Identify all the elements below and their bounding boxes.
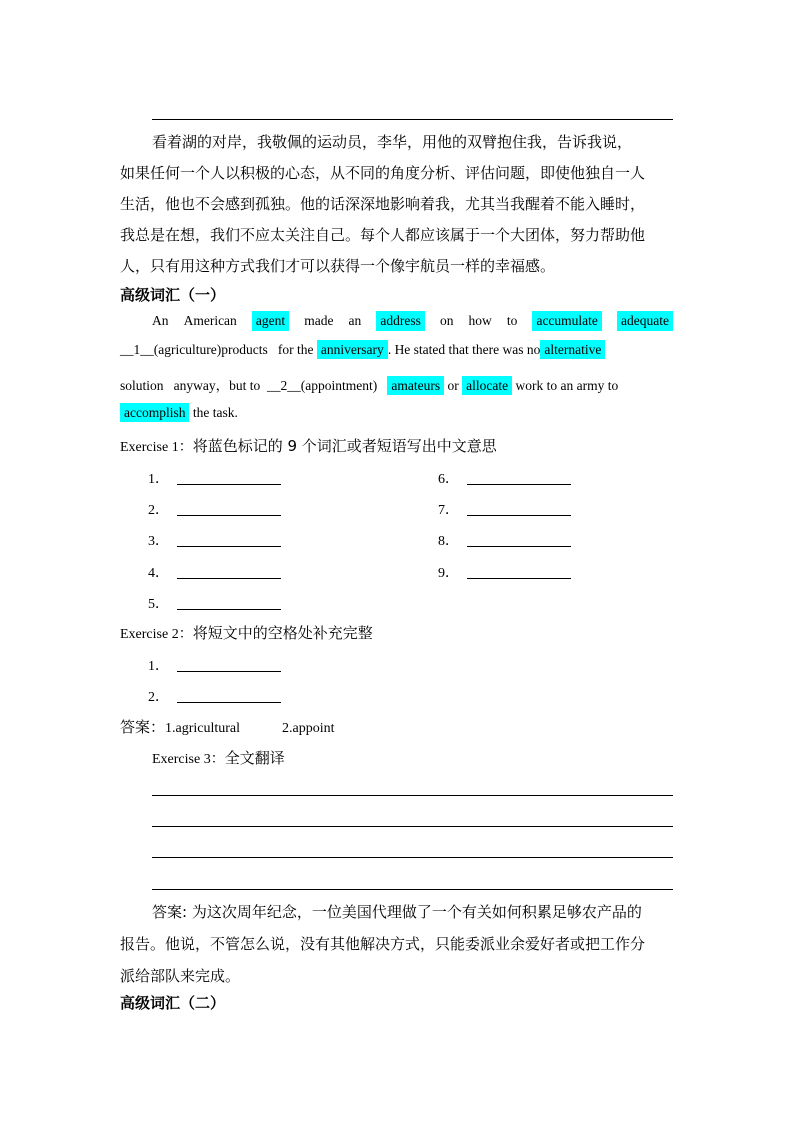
top-rule [152,119,673,120]
intro-line-3: 生活，他也不会感到孤独。他的话深深地影响着我，尤其当我醒着不能入睡时， [120,195,646,213]
highlight-anniversary: anniversary [317,340,388,359]
blank-2: __2__(appointment) [267,378,378,393]
passage-line-3 [120,374,618,394]
word: American [183,313,237,328]
answer-blank[interactable] [467,564,571,579]
intro-line-4: 我总是在想，我们不应太关注自己。每个人都应该属于一个大团体，努力帮助他 [120,226,646,244]
answer2 [120,716,335,737]
section1-title: 高级词汇（一） [120,286,226,304]
item-number: 1． [148,472,169,487]
passage-line-4 [120,405,238,421]
answer-blank[interactable] [467,501,571,516]
answer-blank[interactable] [177,595,281,610]
highlight-amateurs: amateurs [387,376,444,395]
item-number: 7． [438,503,459,518]
answer-2: 2.appoint [282,721,335,736]
intro-line-5: 人，只有用这种方式我们才可以获得一个像宇航员一样的幸福感。 [120,257,556,275]
exercise1-instruction: 将蓝色标记的 9 个词汇或者短语写出中文意思 [192,437,497,455]
answer-blank[interactable] [467,470,571,485]
answer-blank[interactable] [467,532,571,547]
intro-line-1: 看着湖的对岸，我敬佩的运动员，李华，用他的双臂抱住我，告诉我说， [152,133,633,151]
passage-text: work to an army to [515,378,619,393]
highlight-address: address [376,311,425,331]
word: anyway [173,378,216,393]
answer-blank[interactable] [177,501,281,516]
highlight-adequate: adequate [617,311,673,331]
exercise2-title [120,622,373,643]
translation-line[interactable] [152,857,673,858]
ex1-item-2 [148,499,281,519]
word: an [348,313,362,328]
item-number: 4． [148,566,169,581]
ex1-item-4 [148,562,281,582]
exercise2-label: Exercise 2： [120,627,193,642]
word: for [277,342,294,357]
item-number: 3． [148,534,169,549]
answer-blank[interactable] [177,532,281,547]
word: but to [229,378,261,393]
answer-blank[interactable] [177,688,281,703]
answer-label: 答案： [120,718,166,736]
exercise3-title [152,747,285,768]
ex2-item-2 [148,686,281,706]
comma: ， [215,378,230,393]
word: on [439,313,454,328]
word: An [152,313,169,328]
highlight-alternative: alternative [540,340,605,359]
word: how [468,313,492,328]
exercise1-title [120,435,497,456]
answer-blank[interactable] [177,657,281,672]
word: or [447,378,459,393]
ex1-item-6 [438,468,571,488]
passage-line-2 [120,342,605,358]
passage-line-1 [152,311,673,331]
ex2-item-1 [148,655,281,675]
answer3-line-3: 派给部队来完成。 [120,967,241,985]
exercise3-instruction: 全文翻译 [224,749,285,767]
translation-line[interactable] [152,889,673,890]
word: made [304,313,334,328]
section2-title: 高级词汇（二） [120,994,226,1012]
translation-line[interactable] [152,826,673,827]
highlight-agent: agent [252,311,289,331]
item-number: 2． [148,503,169,518]
word: the [296,342,314,357]
item-number: 6． [438,472,459,487]
translation-line[interactable] [152,795,673,796]
exercise3-label: Exercise 3： [152,752,225,767]
word: to [506,313,518,328]
item-number: 8． [438,534,459,549]
answer3-line-1: 答案: 为这次周年纪念，一位美国代理做了一个有关如何积累足够农产品的 [152,903,642,921]
blank-1: __1__(agriculture)products [120,342,268,357]
item-number: 2． [148,690,169,705]
ex1-item-9 [438,562,571,582]
exercise1-label: Exercise 1： [120,440,193,455]
ex1-item-7 [438,499,571,519]
answer-1: 1.agricultural [165,721,241,736]
answer-blank[interactable] [177,470,281,485]
ex1-item-5 [148,593,281,613]
item-number: 1． [148,659,169,674]
passage-text: . He stated that there was no [387,342,541,357]
item-number: 9． [438,566,459,581]
highlight-accumulate: accumulate [532,311,601,331]
ex1-item-1 [148,468,281,488]
item-number: 5． [148,597,169,612]
highlight-accomplish: accomplish [120,403,189,422]
ex1-item-8 [438,530,571,550]
answer3-line-2: 报告。他说，不管怎么说，没有其他解决方式，只能委派业余爱好者或把工作分 [120,935,646,953]
highlight-allocate: allocate [462,376,512,395]
intro-line-2: 如果任何一个人以积极的心态，从不同的角度分析、评估问题，即使他独自一人 [120,164,646,182]
answer-blank[interactable] [177,564,281,579]
word: solution [120,378,164,393]
exercise2-instruction: 将短文中的空格处补充完整 [192,624,373,642]
passage-text: the task. [192,405,238,420]
ex1-item-3 [148,530,281,550]
